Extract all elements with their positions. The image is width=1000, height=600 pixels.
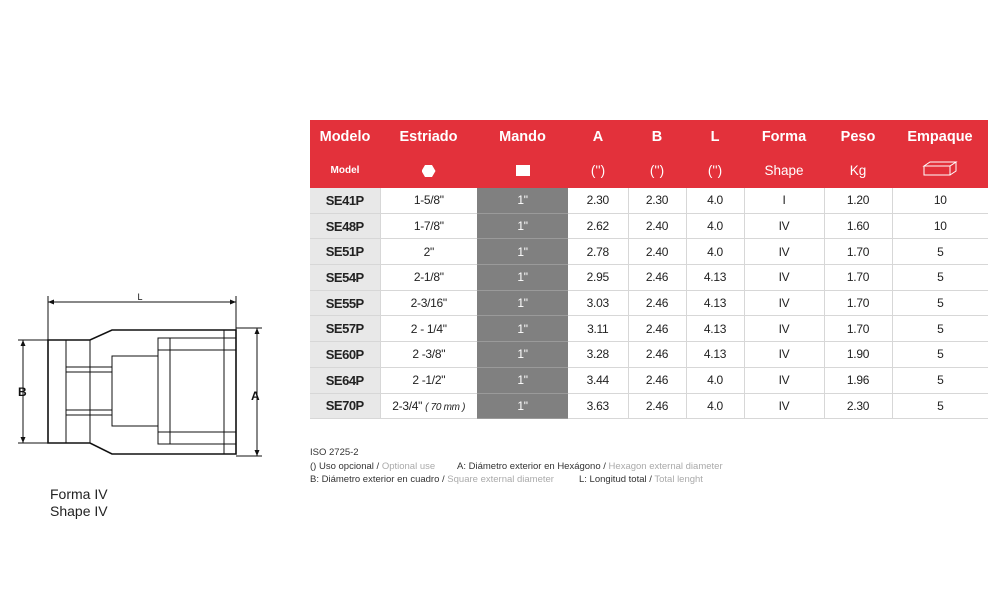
cell-modelo-value: SE70P [325, 398, 364, 414]
cell-l-value: 4.0 [707, 219, 723, 234]
cell-l-value: 4.13 [703, 296, 727, 311]
cell-modelo [310, 290, 380, 316]
note-standard: ISO 2725-2 [310, 447, 359, 458]
cell-b-value: 2.46 [645, 373, 669, 388]
cell-peso-value: 1.90 [846, 347, 870, 362]
cell-modelo [310, 342, 380, 368]
cell-modelo [310, 213, 380, 239]
cell-estriado-value: 2" [423, 244, 434, 259]
cell-a-value: 3.44 [586, 373, 609, 388]
cell-a-value: 3.11 [587, 321, 609, 336]
cell-forma [744, 290, 824, 316]
cell-forma [744, 213, 824, 239]
cell-empaque [892, 239, 988, 265]
cell-a-value: 2.62 [586, 219, 609, 234]
cell-a-value: 2.95 [586, 270, 609, 285]
cell-forma [744, 393, 824, 419]
cell-forma [744, 239, 824, 265]
cell-forma [744, 342, 824, 368]
cell-forma [744, 367, 824, 393]
cell-b [628, 316, 686, 342]
cell-mando [477, 265, 568, 291]
cell-estriado-value: 2-3/16" [410, 296, 447, 311]
table-row [310, 393, 988, 419]
header-shape-en: Shape [744, 152, 824, 188]
cell-b [628, 265, 686, 291]
header-b-unit: ('') [628, 152, 686, 188]
cell-forma-value: IV [778, 219, 790, 234]
header-a-unit: ('') [568, 152, 628, 188]
note-b-es: B: Diámetro exterior en cuadro / [310, 474, 448, 485]
cell-b-value: 2.40 [645, 219, 669, 234]
cell-modelo [310, 316, 380, 342]
cell-mando [477, 342, 568, 368]
shape-caption-es: Forma IV [50, 486, 108, 502]
shape-caption [50, 486, 108, 520]
cell-b [628, 213, 686, 239]
cell-empaque-value: 5 [937, 373, 944, 388]
cell-b-value: 2.46 [645, 296, 669, 311]
header-mando: Mando [477, 120, 568, 152]
cell-b [628, 290, 686, 316]
cell-forma-value: IV [778, 398, 790, 413]
cell-mando [477, 393, 568, 419]
cell-mando [477, 213, 568, 239]
cell-modelo-value: SE55P [325, 295, 364, 311]
cell-a-value: 2.30 [586, 193, 609, 208]
cell-modelo [310, 239, 380, 265]
cell-forma [744, 265, 824, 291]
cell-forma-value: IV [778, 244, 790, 259]
cell-l-value: 4.13 [703, 321, 727, 336]
cell-l [686, 367, 744, 393]
cell-mando-value: 1" [517, 193, 528, 208]
cell-modelo-value: SE54P [325, 269, 364, 285]
note-l-es: L: Longitud total / [579, 474, 655, 485]
cell-l-value: 4.0 [707, 398, 723, 413]
cell-forma-value: IV [778, 347, 790, 362]
cell-peso [824, 188, 892, 213]
socket-drawing [0, 280, 290, 480]
cell-mando [477, 239, 568, 265]
specs-table-wrap [310, 120, 988, 419]
cell-modelo-value: SE48P [325, 218, 364, 234]
cell-estriado [380, 290, 477, 316]
cell-estriado [380, 393, 477, 419]
note-l-en: Total lenght [654, 474, 703, 485]
cell-estriado [380, 239, 477, 265]
header-estriado: Estriado [380, 120, 477, 152]
cell-mando-value: 1" [517, 296, 528, 311]
cell-a [568, 342, 628, 368]
table-row [310, 342, 988, 368]
cell-estriado [380, 188, 477, 213]
cell-a-value: 3.28 [586, 347, 609, 362]
note-optional-es: () Uso opcional / [310, 460, 382, 472]
cell-forma-value: I [782, 193, 786, 208]
cell-peso [824, 290, 892, 316]
cell-a-value: 3.03 [586, 296, 609, 311]
cell-estriado [380, 213, 477, 239]
cell-a [568, 393, 628, 419]
cell-forma-value: IV [778, 270, 790, 285]
cell-modelo-value: SE41P [325, 192, 364, 208]
label-a: A [251, 389, 260, 403]
cell-modelo-value: SE64P [325, 372, 364, 388]
cell-empaque [892, 188, 988, 213]
cell-mando [477, 188, 568, 213]
header-row-sub [310, 152, 988, 188]
cell-l [686, 239, 744, 265]
cell-modelo [310, 367, 380, 393]
table-row [310, 239, 988, 265]
cell-empaque-value: 5 [937, 398, 944, 413]
header-forma: Forma [744, 120, 824, 152]
cell-mando-value: 1" [517, 373, 528, 388]
square-icon [516, 165, 530, 176]
cell-b-value: 2.40 [645, 244, 669, 259]
cell-a [568, 290, 628, 316]
cell-l-value: 4.13 [703, 270, 727, 285]
cell-modelo-value: SE51P [325, 244, 364, 260]
cell-l-value: 4.13 [703, 347, 727, 362]
header-mando-icon-cell [477, 152, 568, 188]
cell-empaque-value: 5 [937, 321, 944, 336]
cell-mando-value: 1" [517, 270, 528, 285]
header-row-main [310, 120, 988, 152]
cell-forma [744, 316, 824, 342]
cell-empaque-value: 10 [933, 193, 947, 208]
cell-mando-value: 1" [517, 398, 528, 413]
note-a-es: A: Diámetro exterior en Hexágono / [457, 460, 609, 472]
cell-a [568, 213, 628, 239]
cell-b [628, 342, 686, 368]
cell-empaque [892, 265, 988, 291]
cell-empaque [892, 367, 988, 393]
cell-estriado-value: 2 - 1/4" [410, 321, 447, 336]
cell-mando-value: 1" [517, 321, 528, 336]
table-row [310, 213, 988, 239]
header-estriado-icon-cell [380, 152, 477, 188]
cell-modelo [310, 265, 380, 291]
cell-modelo [310, 393, 380, 419]
header-l: L [686, 120, 744, 152]
header-model-en: Model [310, 152, 380, 188]
header-modelo: Modelo [310, 120, 380, 152]
cell-a [568, 188, 628, 213]
header-empaque: Empaque [892, 120, 988, 152]
note-optional-en: Optional use [381, 460, 436, 472]
hexagon-icon [422, 165, 436, 177]
cell-b-value: 2.30 [645, 193, 669, 208]
cell-forma-value: IV [778, 321, 790, 336]
note-a-en: Hexagon external diameter [608, 460, 723, 472]
cell-estriado [380, 265, 477, 291]
cell-peso-value: 2.30 [846, 398, 870, 413]
cell-empaque [892, 342, 988, 368]
cell-peso-value: 1.20 [846, 193, 870, 208]
cell-empaque [892, 290, 988, 316]
cell-empaque [892, 213, 988, 239]
cell-a [568, 316, 628, 342]
footnotes [310, 446, 723, 487]
cell-l [686, 393, 744, 419]
cell-empaque-value: 5 [937, 270, 944, 285]
cell-estriado-value: 1-5/8" [413, 193, 444, 208]
cell-peso-value: 1.70 [846, 321, 870, 336]
cell-estriado [380, 342, 477, 368]
cell-l [686, 188, 744, 213]
cell-b-value: 2.46 [645, 398, 669, 413]
cell-estriado-value: 2 -1/2" [412, 373, 446, 388]
socket-body [48, 330, 236, 454]
cell-peso-value: 1.60 [846, 219, 870, 234]
header-empaque-icon-cell [892, 152, 988, 188]
cell-l [686, 213, 744, 239]
cell-l-value: 4.0 [707, 373, 723, 388]
cell-peso [824, 239, 892, 265]
shape-caption-en: Shape IV [50, 503, 108, 519]
table-row [310, 316, 988, 342]
cell-peso [824, 342, 892, 368]
cell-peso [824, 213, 892, 239]
header-l-unit: ('') [686, 152, 744, 188]
cell-estriado-value: 1-7/8" [413, 219, 444, 234]
cell-l-value: 4.0 [707, 244, 723, 259]
cell-mando [477, 290, 568, 316]
box-icon [922, 161, 958, 177]
cell-peso-value: 1.70 [846, 244, 870, 259]
cell-modelo-value: SE57P [325, 321, 364, 337]
cell-peso-value: 1.96 [846, 373, 870, 388]
cell-forma-value: IV [778, 296, 790, 311]
cell-peso-value: 1.70 [846, 270, 870, 285]
note-b-en: Square external diameter [447, 474, 554, 485]
cell-peso [824, 393, 892, 419]
cell-estriado-value: 2-1/8" [413, 270, 444, 285]
cell-a-value: 3.63 [586, 398, 609, 413]
cell-forma-value: IV [778, 373, 790, 388]
cell-mando [477, 367, 568, 393]
cell-empaque-value: 5 [937, 296, 944, 311]
cell-a [568, 265, 628, 291]
table-row [310, 265, 988, 291]
cell-estriado [380, 367, 477, 393]
cell-peso [824, 367, 892, 393]
cell-forma [744, 188, 824, 213]
cell-b-value: 2.46 [645, 347, 669, 362]
table-row [310, 188, 988, 213]
header-a: A [568, 120, 628, 152]
cell-l-value: 4.0 [707, 193, 723, 208]
cell-mando-value: 1" [517, 219, 528, 234]
label-b: B [18, 385, 27, 399]
cell-b [628, 367, 686, 393]
cell-l [686, 265, 744, 291]
cell-l [686, 342, 744, 368]
table-row [310, 367, 988, 393]
cell-mando [477, 316, 568, 342]
cell-empaque [892, 316, 988, 342]
cell-l [686, 316, 744, 342]
cell-b [628, 239, 686, 265]
cell-a [568, 367, 628, 393]
header-b: B [628, 120, 686, 152]
cell-b [628, 188, 686, 213]
specs-table [310, 120, 988, 419]
cell-peso [824, 265, 892, 291]
cell-l [686, 290, 744, 316]
header-peso: Peso [824, 120, 892, 152]
cell-b [628, 393, 686, 419]
cell-a-value: 2.78 [586, 244, 609, 259]
cell-empaque-value: 5 [937, 244, 944, 259]
cell-a [568, 239, 628, 265]
cell-estriado-note: ( 70 mm ) [425, 401, 466, 413]
cell-empaque-value: 5 [937, 347, 944, 362]
cell-peso-value: 1.70 [846, 296, 870, 311]
cell-modelo [310, 188, 380, 213]
cell-b-value: 2.46 [645, 321, 669, 336]
header-peso-unit: Kg [824, 152, 892, 188]
cell-estriado-value: 2 -3/8" [412, 347, 446, 362]
table-row [310, 290, 988, 316]
cell-peso [824, 316, 892, 342]
cell-mando-value: 1" [517, 244, 528, 259]
cell-mando-value: 1" [517, 347, 528, 362]
cell-empaque [892, 393, 988, 419]
label-l: L [137, 292, 143, 302]
cell-empaque-value: 10 [933, 219, 947, 234]
cell-estriado [380, 316, 477, 342]
cell-estriado-value: 2-3/4" [392, 398, 423, 413]
cell-modelo-value: SE60P [325, 346, 364, 362]
cell-b-value: 2.46 [645, 270, 669, 285]
